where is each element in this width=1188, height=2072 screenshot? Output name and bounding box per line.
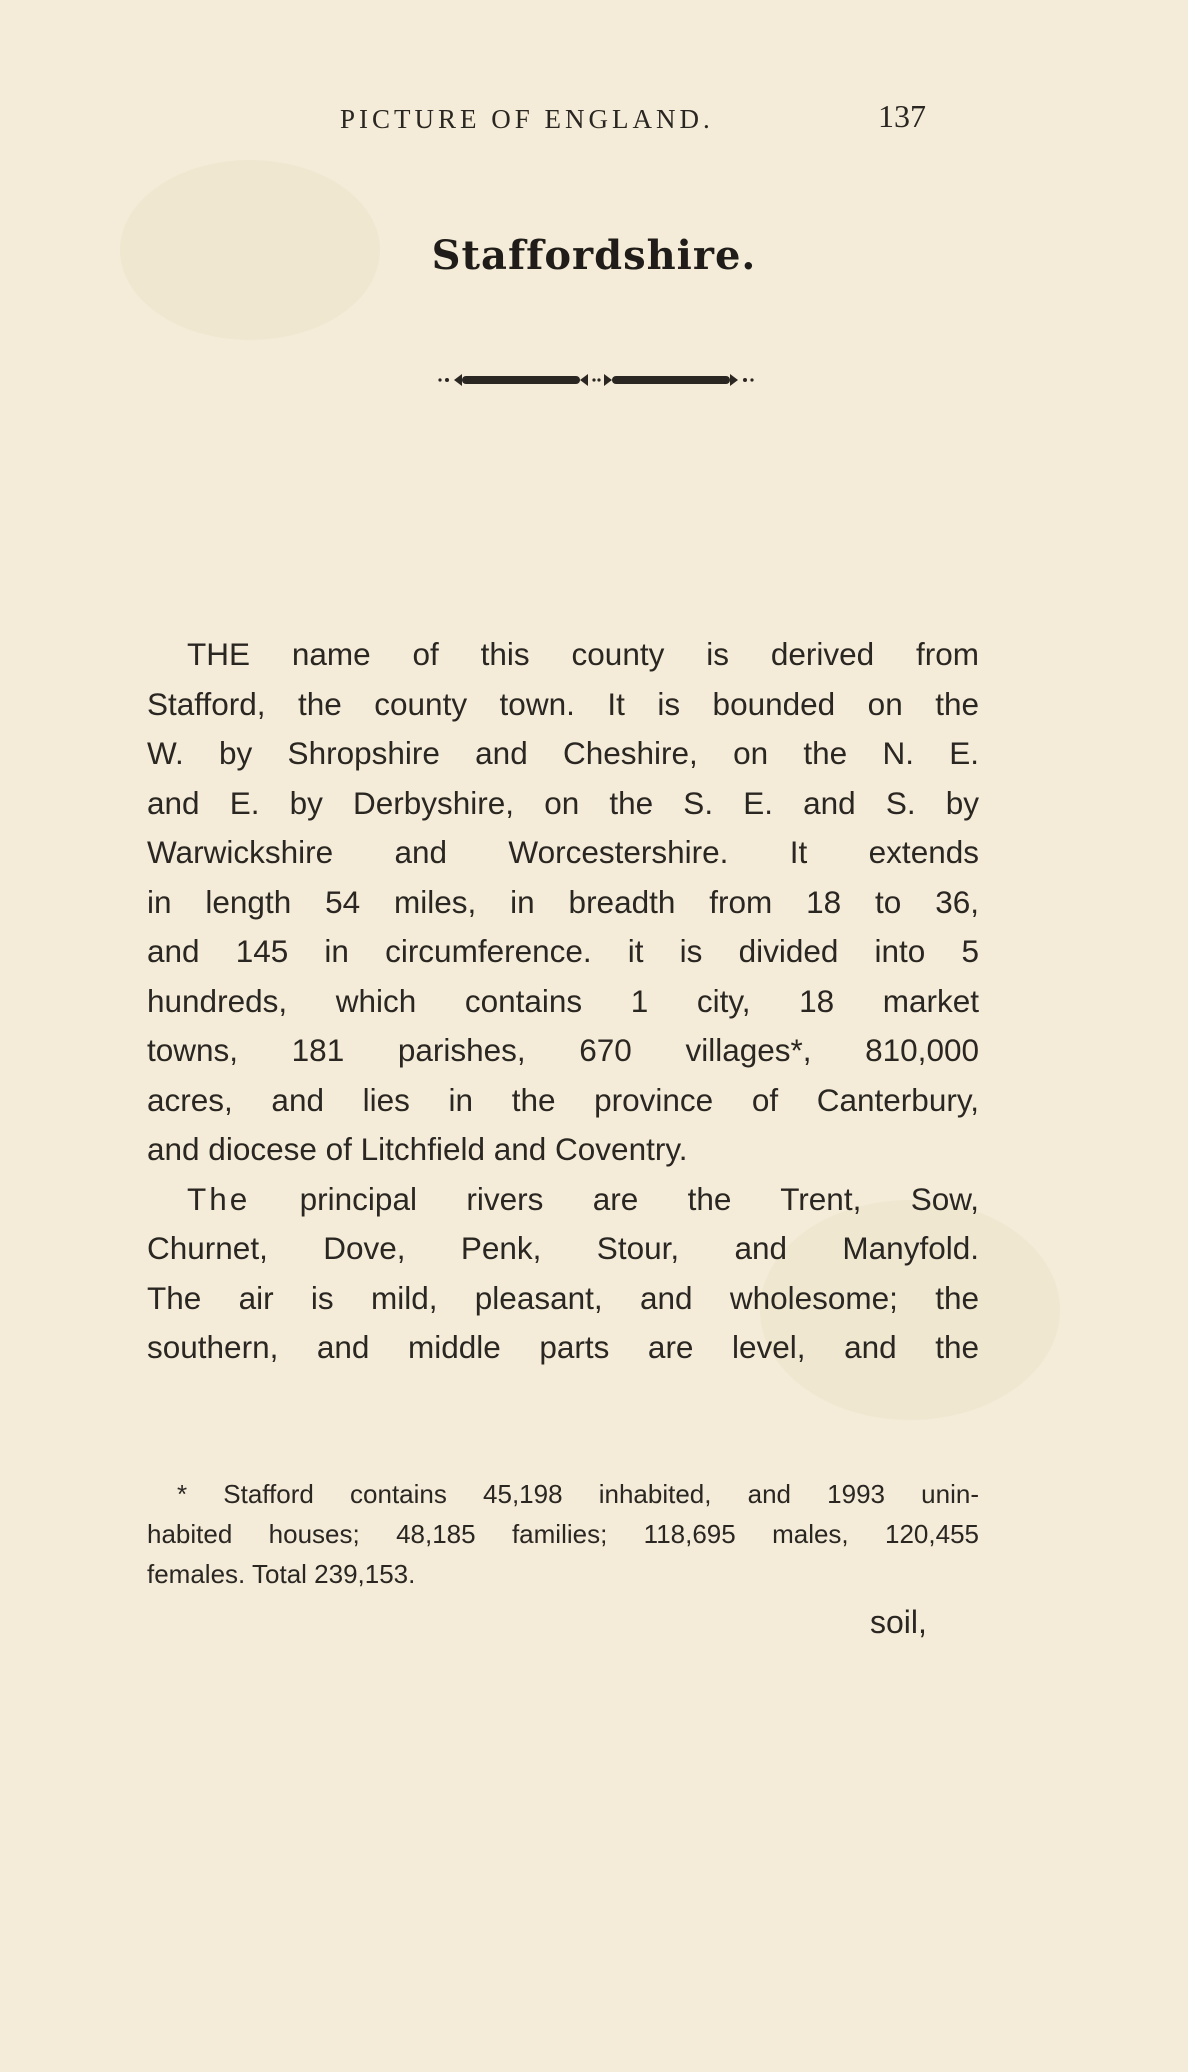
text-line: hundreds, which contains 1 city, 18 market [147,982,979,1019]
text-line: Churnet, Dove, Penk, Stour, and Manyfold. [147,1230,979,1266]
page-number: 137 [878,98,926,134]
text-line [147,1175,979,1225]
text-line: THE name of this county is derived from [187,636,979,672]
footnote-line: * Stafford contains 45,198 inhabited, and 1993 unin- [177,1479,979,1509]
text-fragment: principal rivers are the Trent, Sow, [250,1180,979,1217]
text-line: W. by Shropshire and Cheshire, on the N. E. [147,735,979,771]
text-line: Stafford, the county town. It is bounded on the [147,685,979,722]
county-heading: Staffordshire. [431,232,757,279]
text-line: towns, 181 parishes, 670 villages*, 810,000 [147,1032,979,1068]
small-caps-lead: The [187,1180,251,1217]
text-line: and diocese of Litchfield and Coventry. [147,1131,688,1167]
footnote-line: habited houses; 48,185 families; 118,695 males, 120,455 [147,1519,979,1549]
text-line: in length 54 miles, in breadth from 18 to 36, [147,883,979,920]
catchword: soil, [870,1604,927,1640]
text-line: and 145 in circumference. it is divided into 5 [147,933,979,969]
ornamental-rule [436,368,756,392]
text-line: southern, and middle parts are level, and the [147,1329,979,1365]
running-header: PICTURE OF ENGLAND. [340,104,714,134]
text-line: The air is mild, pleasant, and wholesome; the [147,1279,979,1316]
body-text [147,630,979,1373]
footnote-line: females. Total 239,153. [147,1559,416,1589]
text-line: and E. by Derbyshire, on the S. E. and S. by [147,784,979,821]
text-line: acres, and lies in the province of Canterbury, [147,1081,979,1118]
text-line: Warwickshire and Worcestershire. It extends [147,834,979,870]
footnote [147,1474,979,1594]
